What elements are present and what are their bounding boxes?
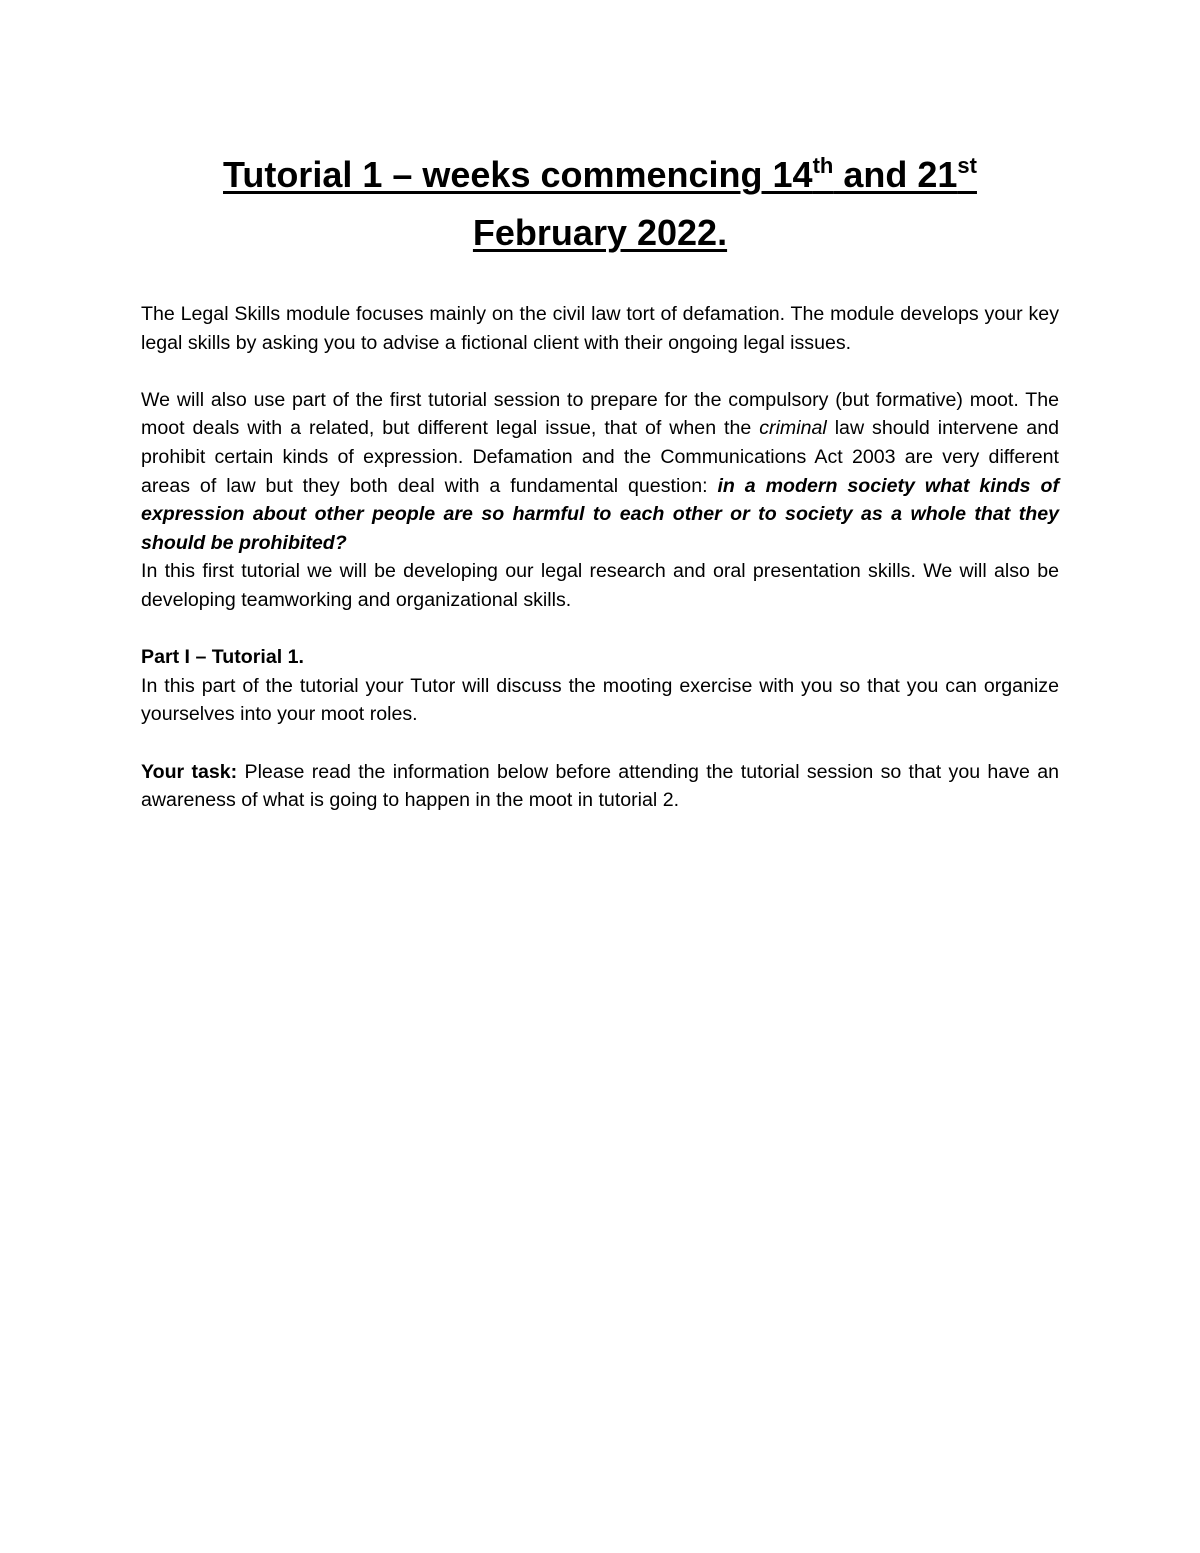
title-line-2: February 2022. bbox=[472, 212, 728, 253]
task-text: Please read the information below before attending the tutorial session so that you have an awareness of what is going to happen in the moot in tutorial 2. bbox=[141, 760, 1059, 812]
page-title bbox=[140, 146, 1060, 262]
task-paragraph bbox=[141, 758, 1059, 815]
moot-key-question: in a modern society what kinds of expression about other people are so harmful to each other or to society as a whole that they should be prohibited? bbox=[141, 474, 1059, 554]
paragraph-spacer bbox=[141, 357, 1059, 386]
paragraph-spacer bbox=[141, 729, 1059, 758]
part-1-heading: Part I – Tutorial 1. bbox=[141, 646, 304, 669]
paragraph-spacer bbox=[141, 615, 1059, 644]
moot-text-before-italic: We will also use part of the first tutorial session to prepare for the compulsory (but formative) moot. The moot deals with a related, but different legal issue, that of when the bbox=[141, 388, 1059, 440]
task-label: Your task: bbox=[141, 760, 238, 783]
moot-italic-word: criminal bbox=[759, 417, 827, 440]
title-superscript-1: th bbox=[812, 153, 834, 178]
document-body bbox=[141, 300, 1059, 815]
title-part-1: Tutorial 1 – weeks commencing 14 bbox=[223, 154, 813, 195]
title-part-2: and 21 bbox=[833, 154, 958, 195]
part-1-paragraph: In this part of the tutorial your Tutor will discuss the mooting exercise with you so that you can organize yourselves into your moot roles. bbox=[141, 674, 1059, 726]
moot-text-after-italic: law should intervene and prohibit certain kinds of expression. Defamation and the Communications Act 2003 are very different areas of law but they both deal with a fundamental question: bbox=[141, 417, 1059, 497]
moot-paragraph bbox=[141, 386, 1059, 558]
title-superscript-2: st bbox=[957, 153, 977, 178]
intro-paragraph: The Legal Skills module focuses mainly on the civil law tort of defamation. The module develops your key legal skills by asking you to advise a fictional client with their ongoing legal issues. bbox=[141, 303, 1059, 354]
skills-paragraph: In this first tutorial we will be developing our legal research and oral presentation skills. We will also be developing teamworking and organizational skills. bbox=[141, 560, 1059, 611]
